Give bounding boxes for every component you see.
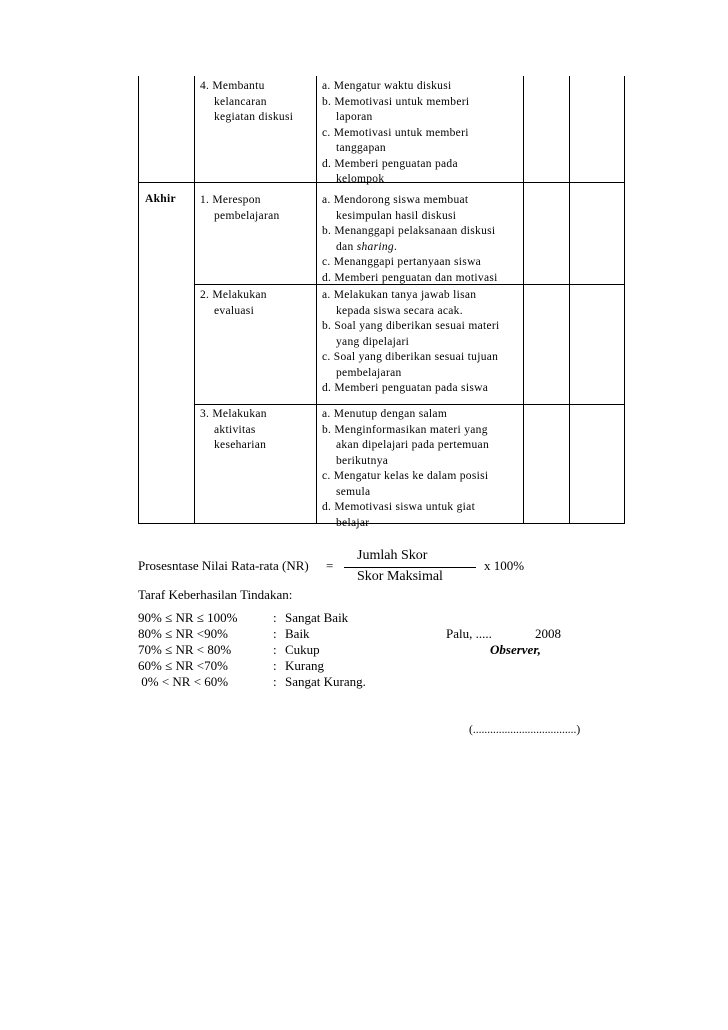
criteria-colon: :: [273, 658, 277, 673]
indicator-text: semula: [336, 485, 371, 498]
indicator-cell: [322, 79, 522, 188]
table-col-divider-4: [569, 76, 570, 524]
step-cell: [200, 79, 315, 126]
criteria-colon: :: [273, 626, 277, 641]
table-row-divider-3: [194, 404, 625, 405]
indicator-text: a. Mendorong siswa membuat: [322, 194, 469, 206]
indicator-text: c. Memotivasi untuk memberi: [322, 126, 469, 139]
phase-label: Akhir: [145, 193, 176, 205]
formula-multiplier: x 100%: [484, 558, 525, 573]
table-col-divider-1: [194, 76, 195, 524]
indicator-text: d. Memotivasi siswa untuk giat: [322, 501, 476, 513]
step-cell: [200, 288, 315, 319]
criteria-colon: :: [273, 674, 277, 689]
table-col-divider-3: [523, 76, 524, 524]
formula-numerator: Jumlah Skor: [357, 548, 428, 563]
formula-denominator: Skor Maksimal: [357, 569, 443, 584]
step-cell: [200, 193, 315, 224]
table-border-left: [138, 76, 139, 524]
indicator-text: laporan: [336, 111, 373, 123]
indicator-text: belajar: [336, 516, 370, 529]
signature-year: 2008: [535, 626, 561, 641]
indicator-cell: [322, 193, 522, 286]
indicator-text: d. Memberi penguatan pada: [322, 157, 458, 170]
indicator-text: a. Mengatur waktu diskusi: [322, 80, 452, 92]
criteria-label: Kurang: [285, 658, 324, 673]
indicator-text: b. Menanggapi pelaksanaan diskusi: [322, 225, 496, 237]
signature-name-blank: (....................................): [469, 724, 581, 736]
indicator-text: yang dipelajari: [336, 335, 410, 348]
step-text: aktivitas: [214, 423, 256, 436]
criteria-label: Cukup: [285, 642, 320, 657]
criteria-colon: :: [273, 610, 277, 625]
indicator-cell: [322, 407, 522, 531]
step-text: 1. Merespon: [200, 194, 261, 206]
formula-label: Prosesntase Nilai Rata-rata (NR): [138, 558, 309, 573]
criteria-range: 90% ≤ NR ≤ 100%: [138, 610, 238, 625]
indicator-cell: [322, 288, 522, 397]
step-text: pembelajaran: [214, 209, 280, 222]
indicator-text: akan dipelajari pada pertemuan: [336, 439, 489, 451]
indicator-text: c. Mengatur kelas ke dalam posisi: [322, 470, 489, 482]
criteria-label: Sangat Kurang.: [285, 674, 366, 689]
criteria-range: 0% < NR < 60%: [138, 674, 229, 689]
step-text: kelancaran: [214, 95, 267, 108]
criteria-label: Baik: [285, 626, 310, 641]
formula-equals: =: [326, 558, 334, 573]
indicator-text: c. Soal yang diberikan sesuai tujuan: [322, 351, 499, 363]
step-text: 2. Melakukan: [200, 289, 267, 301]
criteria-colon: :: [273, 642, 277, 657]
success-title: Taraf Keberhasilan Tindakan:: [138, 587, 293, 602]
step-text: 4. Membantu: [200, 80, 265, 92]
indicator-text: dan sharing.: [336, 240, 398, 253]
criteria-range: 80% ≤ NR <90%: [138, 626, 228, 641]
criteria-label: Sangat Baik: [285, 610, 349, 625]
signature-role: Observer,: [490, 642, 541, 657]
emphasis-text: sharing: [356, 240, 394, 253]
step-text: evaluasi: [214, 304, 255, 317]
step-text: 3. Melakukan: [200, 408, 267, 420]
indicator-text: pembelajaran: [336, 366, 402, 379]
indicator-text: d. Memberi penguatan pada siswa: [322, 382, 489, 394]
indicator-text: kepada siswa secara acak.: [336, 304, 463, 317]
indicator-text: berikutnya: [336, 454, 389, 467]
fraction-bar: [344, 567, 476, 568]
criteria-range: 70% ≤ NR < 80%: [138, 642, 232, 657]
criteria-range: 60% ≤ NR <70%: [138, 658, 228, 673]
indicator-text: tanggapan: [336, 142, 386, 154]
step-text: keseharian: [214, 439, 267, 451]
step-text: kegiatan diskusi: [214, 111, 294, 123]
signature-place-date: Palu, .....: [446, 626, 492, 641]
indicator-text: a. Melakukan tanya jawab lisan: [322, 289, 477, 301]
indicator-text: d. Memberi penguatan dan motivasi: [322, 271, 498, 284]
indicator-text: c. Menanggapi pertanyaan siswa: [322, 256, 482, 268]
indicator-text: kelompok: [336, 173, 385, 185]
indicator-text: b. Soal yang diberikan sesuai materi: [322, 320, 500, 332]
step-cell: [200, 407, 315, 454]
indicator-text: b. Menginformasikan materi yang: [322, 423, 488, 436]
indicator-text: a. Menutup dengan salam: [322, 408, 448, 420]
indicator-text: b. Memotivasi untuk memberi: [322, 95, 470, 108]
table-col-divider-2: [316, 76, 317, 524]
table-border-right: [624, 76, 625, 524]
indicator-text: kesimpulan hasil diskusi: [336, 209, 457, 222]
